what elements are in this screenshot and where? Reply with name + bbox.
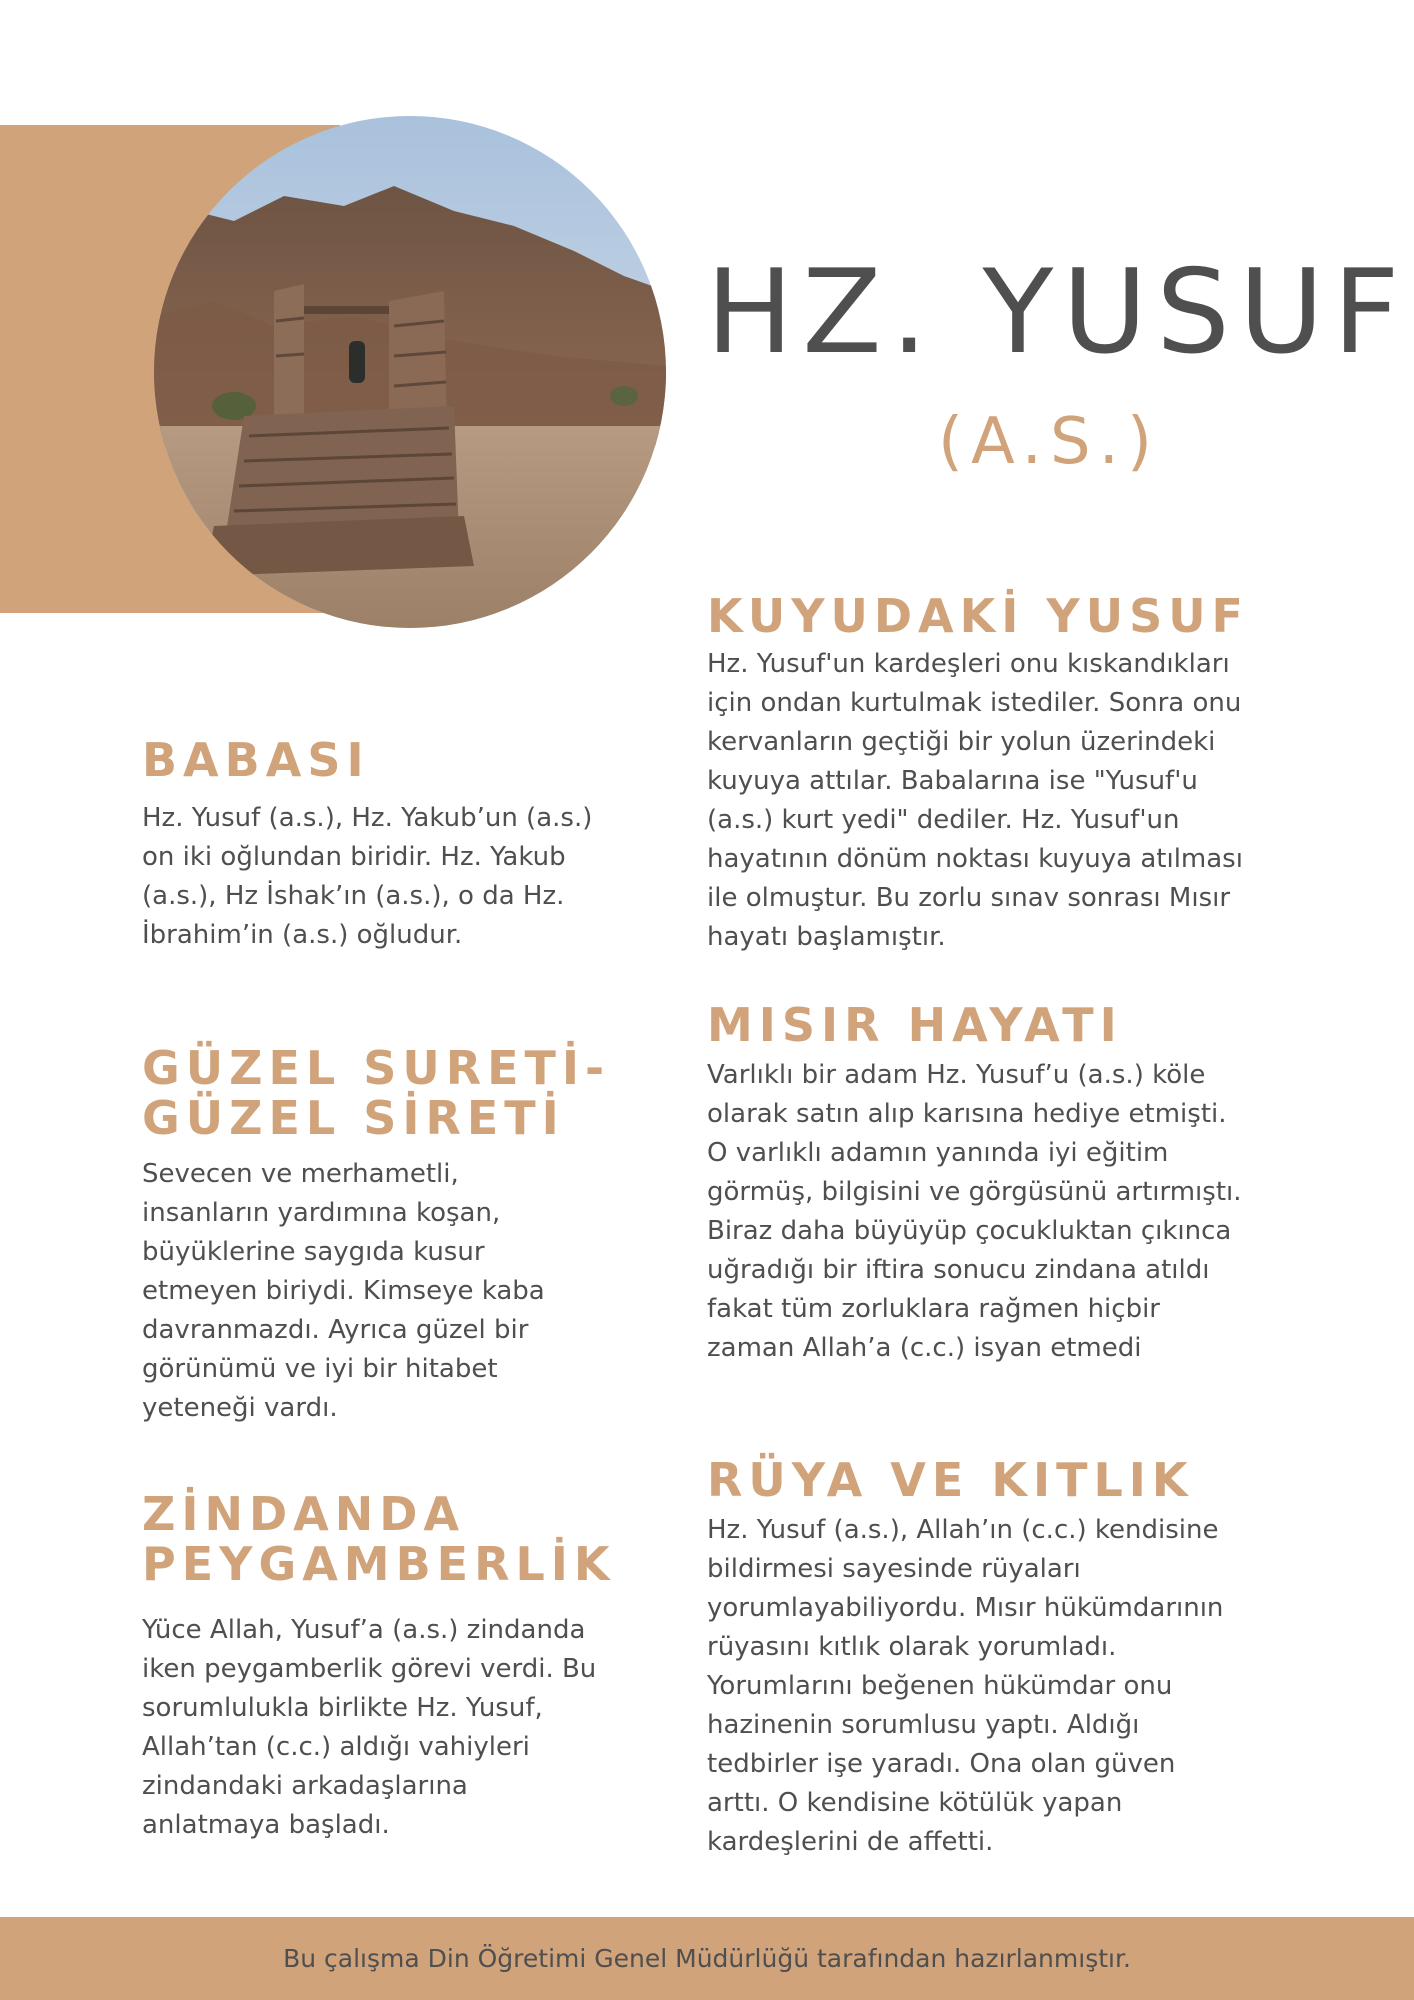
section-heading: GÜZEL SURETİ- GÜZEL SİRETİ [142,1041,611,1145]
section-guzel [142,1043,662,1428]
footer-credit-text: Bu çalışma Din Öğretimi Genel Müdürlüğü tarafından hazırlanmıştır. [283,1944,1131,1973]
section-babasi [142,735,642,955]
section-body: Sevecen ve merhametli, insanların yardımına koşan, büyüklerine saygıda kusur etmeyen biriydi. Kimseye kaba davranmazdı. Ayrıca güzel bir görünümü ve iyi bir hitabet yeteneği vardı. [142,1159,545,1423]
footer-bar [0,1917,1414,2000]
section-zindanda [142,1489,662,1845]
section-heading: BABASI [142,733,370,787]
section-body: Hz. Yusuf'un kardeşleri onu kıskandıkları için ondan kurtulmak istediler. Sonra onu kervanların geçtiği bir yolun üzerindeki kuyuya attılar. Babalarına ise "Yusuf'u (a.s.) kurt yedi" dediler. Hz. Yusuf'un hayatının dönüm noktası kuyuya atılması ile olmuştur. Bu zorlu sınav sonrası Mısır hayatı başlamıştır. [707,649,1243,952]
section-body: Yüce Allah, Yusuf’a (a.s.) zindanda iken peygamberlik görevi verdi. Bu sorumlulukla birlikte Hz. Yusuf, Allah’tan (c.c.) aldığı vahiyleri zindandaki arkadaşlarına anlatmaya başladı. [142,1615,597,1840]
section-ruya [707,1455,1367,1862]
page-subtitle: (A.S.) [938,405,1160,479]
stone-well-photo [154,116,666,628]
section-body: Hz. Yusuf (a.s.), Hz. Yakub’un (a.s.) on iki oğlundan biridir. Hz. Yakub (a.s.), Hz İshak’ın (a.s.), o da Hz. İbrahim’in (a.s.) oğludur. [142,803,593,950]
section-heading: ZİNDANDA PEYGAMBERLİK [142,1487,616,1591]
section-body: Hz. Yusuf (a.s.), Allah’ın (c.c.) kendisine bildirmesi sayesinde rüyaları yorumlayabiliyordu. Mısır hükümdarının rüyasını kıtlık olarak yorumladı. Yorumlarını beğenen hükümdar onu hazinenin sorumlusu yaptı. Aldığı tedbirler işe yaradı. Ona olan güven arttı. O kendisine kötülük yapan kardeşlerini de affetti. [707,1515,1224,1857]
section-heading: RÜYA VE KITLIK [707,1453,1194,1507]
section-heading: MISIR HAYATI [707,998,1123,1052]
section-kuyudaki [707,591,1367,957]
section-heading: KUYUDAKİ YUSUF [707,589,1249,643]
section-body: Varlıklı bir adam Hz. Yusuf’u (a.s.) köle olarak satın alıp karısına hediye etmişti. O varlıklı adamın yanında iyi eğitim görmüş, bilgisini ve görgüsünü artırmıştı. Biraz daha büyüyüp çocukluktan çıkınca uğradığı bir iftira sonucu zindana atıldı fakat tüm zorluklara rağmen hiçbir zaman Allah’a (c.c.) isyan etmedi [707,1060,1242,1363]
stone-well-image [154,116,666,628]
section-misir [707,1000,1367,1368]
page-title: HZ. YUSUF [706,245,1409,380]
